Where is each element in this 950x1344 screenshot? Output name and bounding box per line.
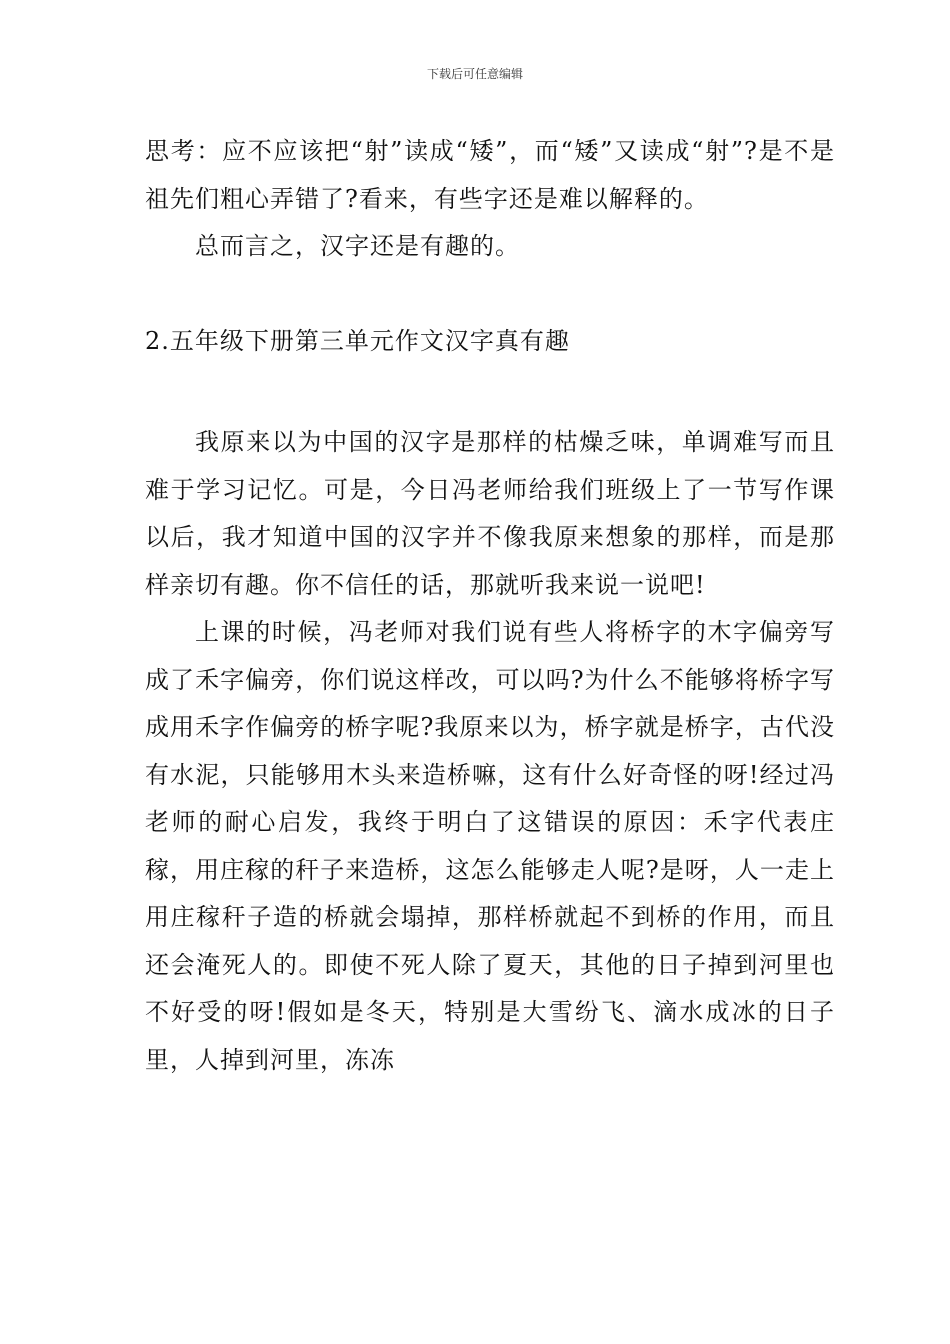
paragraph-4: 上课的时候，冯老师对我们说有些人将桥字的木字偏旁写成了禾字偏旁，你们说这样改，可以吗?为什么不能够将桥字写成用禾字作偏旁的桥字呢?我原来以为，桥字就是桥字，古代没有水泥，只能够用木头来造桥嘛，这有什么好奇怪的呀!经过冯老师的耐心启发，我终于明白了这错误的原因：禾字代表庄稼，用庄稼的秆子来造桥，这怎么能够走人呢?是呀，人一走上用庄稼秆子造的桥就会塌掉，那样桥就起不到桥的作用，而且还会淹死人的。即使不死人除了夏天，其他的日子掉到河里也不好受的呀!假如是冬天，特别是大雪纷飞、滴水成冰的日子里，人掉到河里，冻冻 <box>145 618 835 1074</box>
page-header-note: 下载后可任意编辑 <box>426 67 523 81</box>
paragraph-2: 总而言之，汉字还是有趣的。 <box>195 232 520 260</box>
paragraph-1: 思考：应不应该把“射”读成“矮”，而“矮”又读成“射”?是不是祖先们粗心弄错了?看来，有些字还是难以解释的。 <box>145 137 835 213</box>
section-heading: 2.五年级下册第三单元作文汉字真有趣 <box>145 326 570 355</box>
document-body <box>145 128 835 1084</box>
paragraph-3: 我原来以为中国的汉字是那样的枯燥乏味，单调难写而且难于学习记忆。可是，今日冯老师给我们班级上了一节写作课以后，我才知道中国的汉字并不像我原来想象的那样，而是那样亲切有趣。你不信任的话，那就听我来说一说吧! <box>145 428 835 599</box>
